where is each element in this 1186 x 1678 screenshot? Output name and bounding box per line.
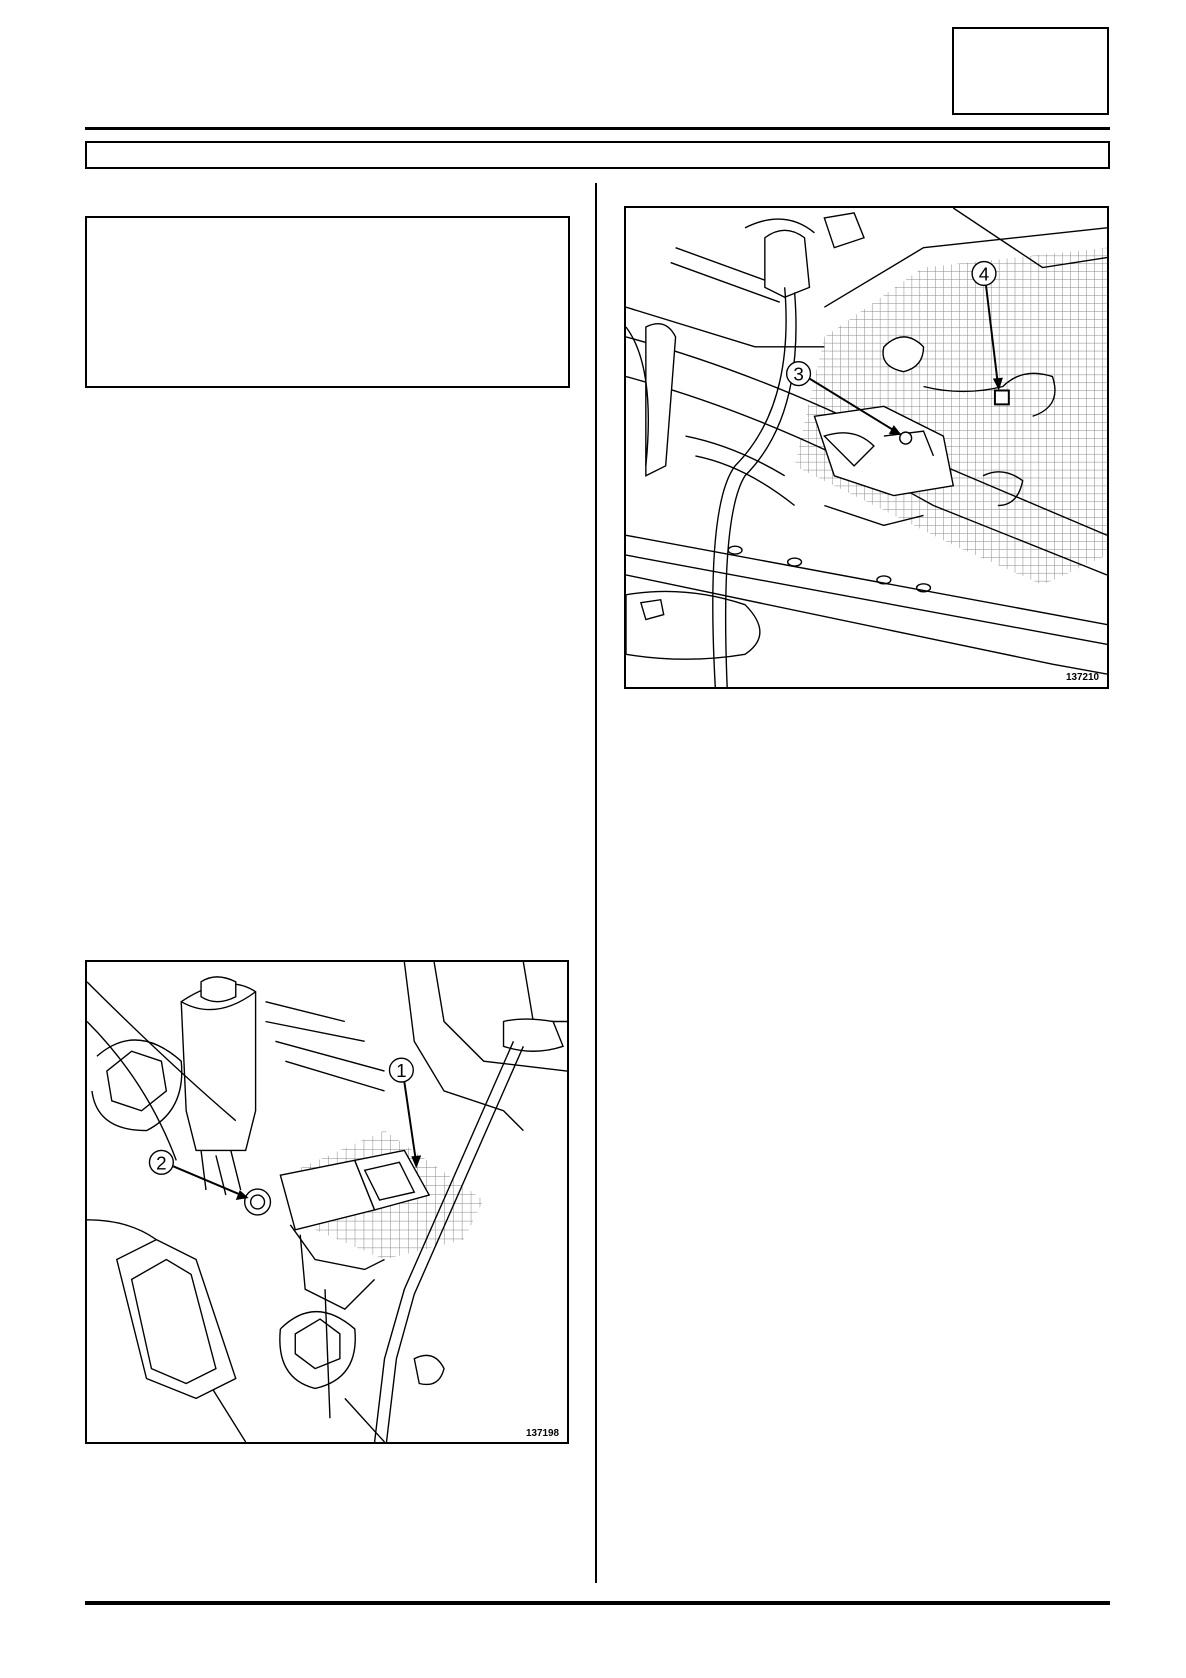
- figure-number: 137210: [1065, 672, 1100, 684]
- column-divider: [595, 183, 597, 1583]
- callout-label-2: 2: [156, 1152, 167, 1174]
- section-number-box: [952, 27, 1109, 115]
- header-rule: [85, 127, 1110, 130]
- figure-number: 137198: [526, 1428, 560, 1440]
- figure-sensor-mounting: [85, 960, 569, 1444]
- figure-underbody-mounting: [624, 206, 1109, 689]
- callout-label-1: 1: [396, 1060, 407, 1082]
- figure-drawing: [87, 962, 567, 1442]
- callout-label-4: 4: [978, 263, 990, 285]
- section-title-bar: [85, 141, 1110, 169]
- callout-label-3: 3: [793, 363, 804, 385]
- figure-drawing: [626, 208, 1107, 687]
- note-box: [85, 216, 570, 388]
- footer-rule: [85, 1601, 1110, 1605]
